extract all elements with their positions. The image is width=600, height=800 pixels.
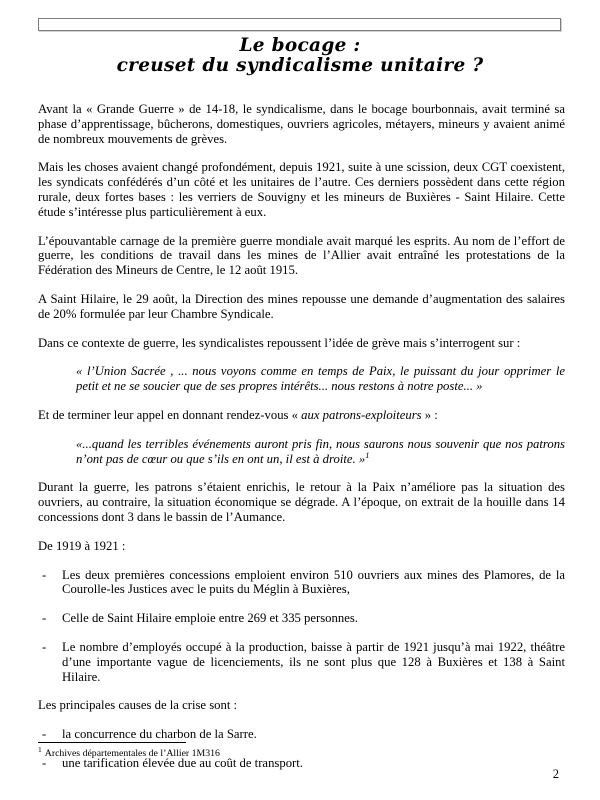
appel-italic: aux patrons-exploiteurs [301,407,422,422]
paragraph-causes-crise: Les principales causes de la crise sont : [38,698,238,713]
paragraph-contexte-guerre: Dans ce contexte de guerre, les syndicalistes repoussent l’idée de grève mais s’interrogent sur : [38,335,521,350]
list-item-text: la concurrence du charbon de la Sarre. [62,727,257,742]
paragraph-durant-guerre: Durant la guerre, les patrons s’étaient enrichis, le retour à la Paix n’améliore pas la situation des ouvriers, au contraire, la situation économique se dégrade. A l’époque, on extrait de la houille dans 14 concessions dont 3 dans le bassin de l’Aumance. [38,480,565,524]
page-number: 2 [552,767,559,781]
document-body [38,102,565,785]
paragraph-de-1919-a-1921: De 1919 à 1921 : [38,538,126,553]
title-line-1: Le bocage : [239,35,361,56]
footnote-content: Archives départementales de l’Allier 1M316 [44,748,220,759]
list-item-concessions [38,568,565,598]
bullet-dash: - [42,639,47,654]
bullet-dash: - [42,567,47,582]
appel-post: » : [421,407,438,422]
paragraph-appel [38,408,565,423]
list-item-concurrence-sarre [38,727,565,742]
paragraph-carnage-guerre: L’épouvantable carnage de la première guerre mondiale avait marqué les esprits. Au nom de l’effort de guerre, les conditions de travail dans les mines de l’Allier avait entraîné les protestations de la Fédération des Mineurs de Centre, le 12 août 1915. [38,233,565,278]
bullet-dash: - [42,727,47,742]
paragraph-saint-hilaire: A Saint Hilaire, le 29 août, la Direction des mines repousse une demande d’augmentation des salaires de 20% formulée par leur Chambre Syndicale. [38,291,565,321]
bullet-dash: - [42,755,47,770]
paragraph-scission-cgt: Mais les choses avaient changé profondément, depuis 1921, suite à une scission, deux CGT coexistent, les syndicats confédérés d’un côté et les unitaires de l’autre. Ces derniers possèdent dans cette région rurale, deux fortes bases : les verriers de Souvigny et les mineurs de Buxières - Saint Hilaire. Cette étude s’intéresse plus particulièrement à eux. [38,160,565,219]
list-item-saint-hilaire-effectifs [38,611,565,626]
paragraph-avant-guerre: Avant la « Grande Guerre » de 14-18, le syndicalisme, dans le bocage bourbonnais, avait terminé sa phase d’apprentissage, bûcherons, domestiques, ouvriers agricoles, métayers, mineurs y avaient animé de nombreux mouvements de grèves. [38,102,565,146]
list-item-text: Les deux premières concessions emploient environ 510 ouvriers aux mines des Plamores, de la Courolle-les Justices avec le puits du Méglin à Buxières, [62,567,565,597]
quote-patrons [76,437,565,467]
list-item-text: une tarification élevée due au coût de transport. [62,755,303,770]
title-line-2: creuset du syndicalisme unitaire ? [116,55,484,76]
quote-union-sacree: « l’Union Sacrée , ... nous voyons comme en temps de Paix, le puissant du jour opprimer le petit et ne se soucier que de ses propres intérêts... nous restons à notre poste... » [76,364,565,394]
list-item-text: Celle de Saint Hilaire emploie entre 269 et 335 personnes. [62,611,358,626]
footnote-separator [38,742,186,743]
bullet-dash: - [42,611,47,626]
footnote [38,742,438,760]
footnote-reference: 1 [365,449,370,460]
quote-patrons-text: «...quand les terribles événements auront pris fin, nous saurons nous souvenir que nos patrons n’ont pas de cœur ou que s’ils en ont un, il est à droite. » [76,436,565,466]
appel-pre: Et de terminer leur appel en donnant rendez-vous « [38,407,302,422]
header-box [38,18,561,31]
list-item-baisse-employes [38,640,565,684]
footnote-marker: 1 [38,744,42,754]
footnote-text [38,744,438,760]
document-title [0,36,600,76]
list-item-text: Le nombre d’employés occupé à la production, baisse à partir de 1921 jusqu’à mai 1922, théâtre d’une importante vague de licenciements, ils ne sont plus que 128 à Buxières et 138 à Saint Hilaire. [62,639,565,684]
